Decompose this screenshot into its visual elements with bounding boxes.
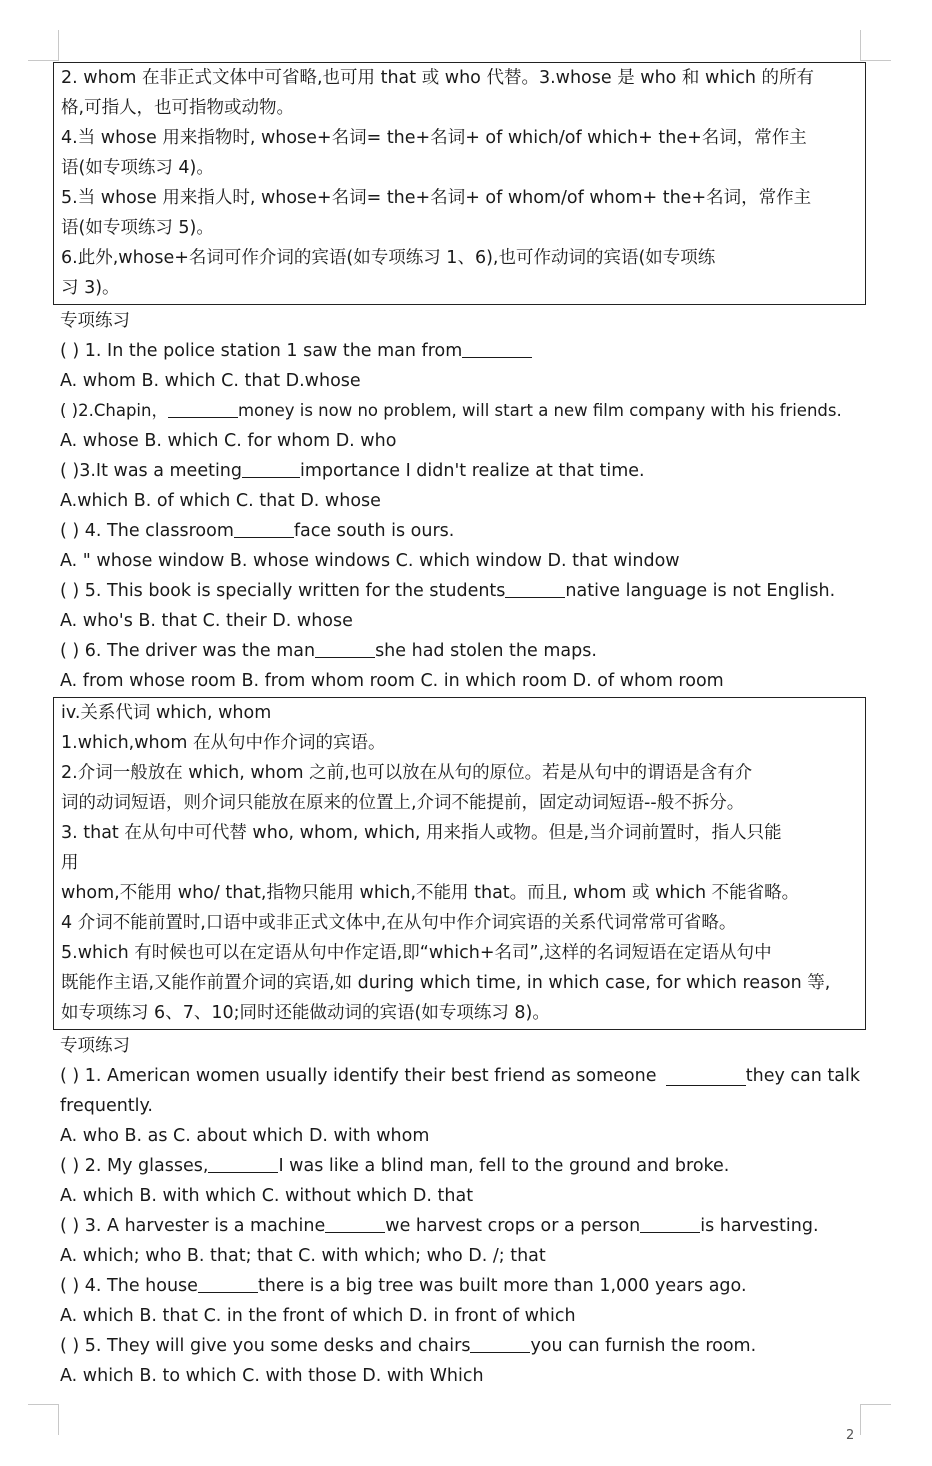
note-title: iv.关系代词 which, whom [61, 703, 272, 723]
note-line: whom,不能用 who/ that,指物只能用 which,不能用 that。而且, whom 或 which 不能省略。 [61, 883, 800, 903]
note-line: 1.which,whom 在从句中作介词的宾语。 [61, 733, 386, 753]
question-4: ( ) 4. The classroom face south is ours. [60, 521, 455, 541]
answer-blank[interactable] [168, 399, 238, 418]
question-1-options: A. who B. as C. about which D. with whom [60, 1126, 430, 1146]
note-line: 格,可指人，也可指物或动物。 [61, 98, 295, 118]
question-1: ( ) 1. American women usually identify their best friend as someone they can talk [60, 1066, 860, 1086]
question-5: ( ) 5. This book is specially written for the students native language is not English. [60, 581, 836, 601]
question-5-options: A. who's B. that C. their D. whose [60, 611, 353, 631]
section-heading: 专项练习 [60, 311, 130, 331]
question-2-options: A. which B. with which C. without which D. that [60, 1186, 474, 1206]
crop-mark-top-right [860, 30, 891, 61]
grammar-notes-box-whose [53, 62, 866, 305]
note-line: 6.此外,whose+名词可作介词的宾语(如专项练习 1、6),也可作动词的宾语(如专项练 [61, 248, 716, 268]
note-line: 习 3)。 [61, 278, 120, 298]
section-heading: 专项练习 [60, 1036, 130, 1056]
note-line: 语(如专项练习 5)。 [61, 218, 214, 238]
question-3: ( ) 3. A harvester is a machine we harvest crops or a person is harvesting. [60, 1216, 819, 1236]
answer-blank[interactable] [198, 1274, 258, 1293]
note-line: 2. whom 在非正式文体中可省略,也可用 that 或 who 代替。3.whose 是 who 和 which 的所有 [61, 68, 815, 88]
note-line: 5.which 有时候也可以在定语从句中作定语,即“which+名司”,这样的名词短语在定语从句中 [61, 943, 772, 963]
exercise-section-1 [60, 306, 860, 696]
crop-mark-top-left [28, 30, 59, 61]
note-line: 2.介词一般放在 which, whom 之前,也可以放在从句的原位。若是从句中的谓语是含有介 [61, 763, 753, 783]
question-4: ( ) 4. The house there is a big tree was built more than 1,000 years ago. [60, 1276, 747, 1296]
question-1: ( ) 1. In the police station 1 saw the man from [60, 336, 860, 366]
crop-mark-bottom-right [860, 1404, 891, 1435]
question-2-options: A. whose B. which C. for whom D. who [60, 431, 397, 451]
answer-blank[interactable] [505, 579, 565, 598]
note-line: 如专项练习 6、7、10;同时还能做动词的宾语(如专项练习 8)。 [61, 1003, 550, 1023]
note-line: 词的动词短语，则介词只能放在原来的位置上,介词不能提前，固定动词短语--般不拆分。 [61, 793, 745, 813]
question-5: ( ) 5. They will give you some desks and chairs you can furnish the room. [60, 1336, 757, 1356]
question-3-options: A.which B. of which C. that D. whose [60, 491, 381, 511]
crop-mark-bottom-left [28, 1404, 59, 1435]
answer-blank[interactable] [462, 339, 532, 358]
answer-blank[interactable] [208, 1154, 278, 1173]
note-line: 语(如专项练习 4)。 [61, 158, 214, 178]
grammar-notes-box-which-whom [53, 697, 866, 1030]
note-line: 4 介词不能前置时,口语中或非正式文体中,在从句中作介词宾语的关系代词常常可省略。 [61, 913, 737, 933]
question-6-options: A. from whose room B. from whom room C. in which room D. of whom room [60, 671, 724, 691]
question-4-options: A. which B. that C. in the front of which D. in front of which [60, 1306, 576, 1326]
question-3-options: A. which; who B. that; that C. with which; who D. /; that [60, 1246, 546, 1266]
answer-blank[interactable] [242, 459, 300, 478]
question-5-options: A. which B. to which C. with those D. with Which [60, 1366, 484, 1386]
exercise-section-2 [60, 1031, 860, 1391]
question-2: ( )2.Chapin， money is now no problem, will start a new film company with his friends. [60, 401, 842, 420]
answer-blank[interactable] [470, 1334, 530, 1353]
note-line: 用 [61, 853, 79, 873]
answer-blank[interactable] [315, 639, 375, 658]
note-line: 3. that 在从句中可代替 who, whom, which, 用来指人或物。但是,当介词前置时，指人只能 [61, 823, 782, 843]
answer-blank[interactable] [666, 1067, 746, 1086]
answer-blank[interactable] [234, 519, 294, 538]
question-1-options: A. whom B. which C. that D.whose [60, 371, 361, 391]
note-line: 既能作主语,又能作前置介词的宾语,如 during which time, in which case, for which reason 等, [61, 973, 831, 993]
question-2: ( ) 2. My glasses, I was like a blind man, fell to the ground and broke. [60, 1156, 730, 1176]
answer-blank[interactable] [640, 1214, 700, 1233]
answer-blank[interactable] [325, 1214, 385, 1233]
question-4-options: A. " whose window B. whose windows C. which window D. that window [60, 551, 680, 571]
question-3: ( )3.It was a meeting importance I didn't realize at that time. [60, 461, 645, 481]
note-line: 4.当 whose 用来指物时, whose+名词= the+名词+ of which/of which+ the+名词，常作主 [61, 128, 807, 148]
question-6: ( ) 6. The driver was the man she had stolen the maps. [60, 641, 597, 661]
question-1-continued: frequently. [60, 1096, 153, 1116]
note-line: 5.当 whose 用来指人时, whose+名词= the+名词+ of whom/of whom+ the+名词，常作主 [61, 188, 812, 208]
page-number: 2 [846, 1428, 855, 1443]
